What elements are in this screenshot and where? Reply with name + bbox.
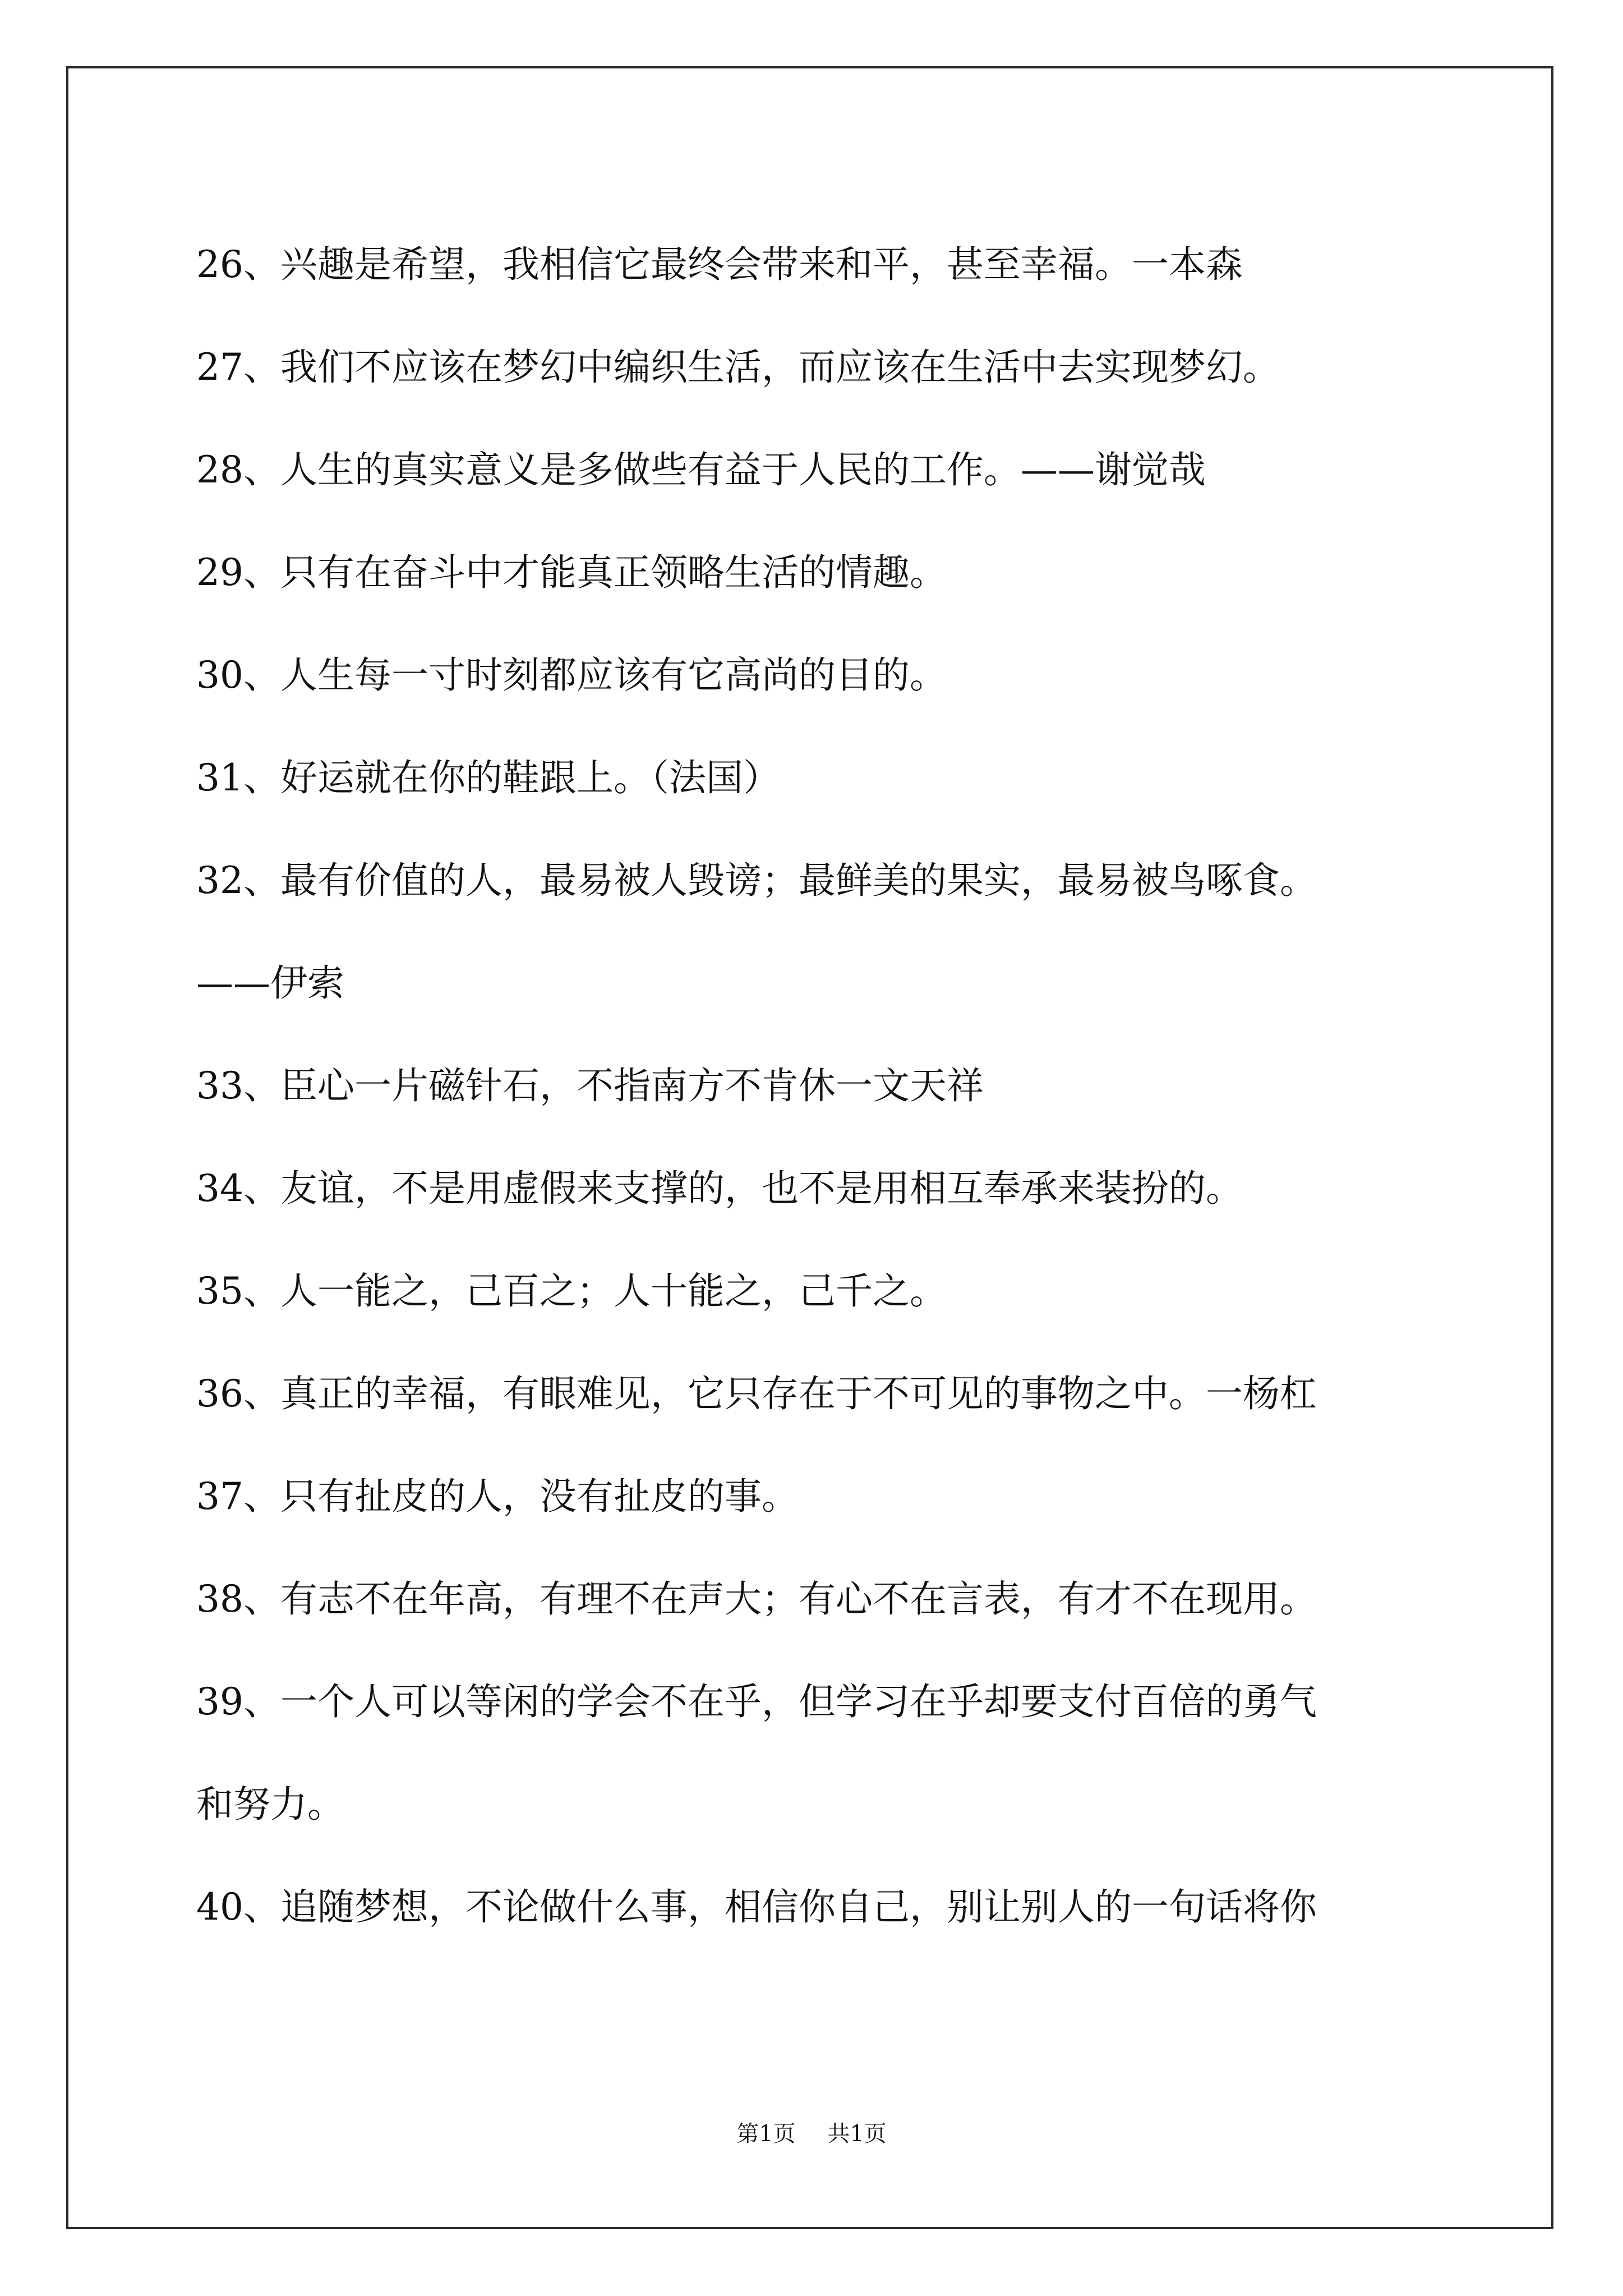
quote-line-34: 34、友谊，不是用虚假来支撑的，也不是用相互奉承来装扮的。: [196, 1167, 1243, 1210]
quote-line-26: 26、兴趣是希望，我相信它最终会带来和平，甚至幸福。一本森: [196, 243, 1243, 286]
quote-line-32-attribution: ——伊索: [196, 961, 344, 1005]
quote-line-28: 28、人生的真实意义是多做些有益于人民的工作。——谢觉哉: [196, 448, 1206, 491]
page-number: 第1页: [736, 2121, 796, 2147]
quote-line-32: 32、最有价值的人，最易被人毁谤；最鲜美的果实，最易被鸟啄食。: [196, 859, 1317, 902]
page-total: 共1页: [827, 2121, 887, 2147]
document-body: [196, 213, 1447, 1958]
quote-line-29: 29、只有在奋斗中才能真正领略生活的情趣。: [196, 551, 947, 594]
quote-line-33: 33、臣心一片磁针石，不指南方不肯休一文天祥: [196, 1064, 984, 1107]
quote-line-40: 40、追随梦想，不论做什么事，相信你自己，别让别人的一句话将你: [196, 1885, 1317, 1929]
quote-line-27: 27、我们不应该在梦幻中编织生活，而应该在生活中去实现梦幻。: [196, 346, 1280, 389]
quote-line-30: 30、人生每一寸时刻都应该有它高尚的目的。: [196, 654, 947, 697]
quote-line-39-continued: 和努力。: [196, 1783, 344, 1826]
quote-line-38: 38、有志不在年高，有理不在声大；有心不在言表，有才不在现用。: [196, 1577, 1317, 1621]
quote-line-39: 39、一个人可以等闲的学会不在乎，但学习在乎却要支付百倍的勇气: [196, 1680, 1317, 1723]
quote-line-36: 36、真正的幸福，有眼难见，它只存在于不可见的事物之中。一杨杠: [196, 1372, 1317, 1415]
quote-line-35: 35、人一能之，己百之；人十能之，己千之。: [196, 1269, 947, 1313]
page-footer: [0, 2116, 1623, 2148]
quote-line-37: 37、只有扯皮的人，没有扯皮的事。: [196, 1475, 799, 1518]
quote-line-31: 31、好运就在你的鞋跟上。（法国）: [196, 756, 780, 799]
